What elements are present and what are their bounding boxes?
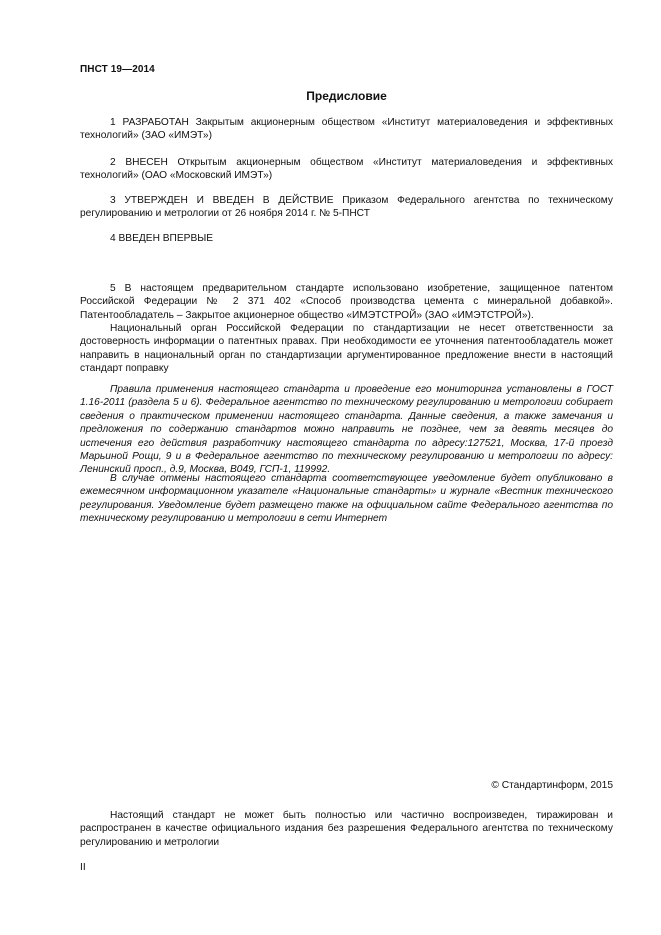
item-introduced: 4 ВВЕДЕН ВПЕРВЫЕ	[110, 233, 214, 244]
application-rules-paragraph: Правила применения настоящего стандарта и проведение его мониторинга установлены в ГОСТ 1.16-2011 (раздела 5 и 6). Федеральное агентство по техническому регулированию и метрологии собирает сведения о практическом применении настоящего стандарта. Данные сведения, а также замечания и предложения по содержанию стандартов можно направить не позднее, чем за девять месяцев до истечения его действия разработчику настоящего стандарта по адресу:127521, Москва, 17-й проезд Марьиной Рощи, 9 и в Федеральное агентство по техническому регулированию и метрологии по адресу: Ленинский просп., д.9, Москва, В049, ГСП-1, 119992.	[80, 384, 613, 476]
item-submitted: 2 ВНЕСЕН Открытым акционерным обществом «Институт материаловедения и эффективных технологий» (ОАО «Московский ИМЭТ»)	[80, 157, 613, 182]
reproduction-notice: Настоящий стандарт не может быть полностью или частично воспроизведен, тиражирован и распространен в качестве официального издания без разрешения Федерального агентства по техническому регулированию и метрологии	[80, 810, 613, 848]
patent-paragraph: 5 В настоящем предварительном стандарте использовано изобретение, защищенное патентом Российской Федерации № 2 371 402 «Способ производства цемента с минеральной добавкой». Патентообладатель – Закрытое акционерное общество «ИМЭТСТРОЙ» (ЗАО «ИМЭТСТРОЙ»).	[80, 283, 613, 321]
cancellation-notice-paragraph: В случае отмены настоящего стандарта соответствующее уведомление будет опубликовано в ежемесячном информационном указателе «Национальные стандарты» и журнале «Вестник технического регулирования. Уведомление будет размещено также на официальном сайте Федерального агентства по техническому регулированию и метрологии в сети Интернет	[80, 473, 613, 525]
patent-disclaimer-paragraph: Национальный орган Российской Федерации по стандартизации не несет ответственности за достоверность информации о патентных правах. При необходимости ее уточнения патентообладатель может направить в национальный орган по стандартизации аргументированное предложение внести в настоящий стандарт поправку	[80, 323, 613, 375]
page-title: Предисловие	[306, 89, 387, 103]
page-number: II	[80, 862, 86, 873]
document-code: ПНСТ 19—2014	[80, 64, 155, 75]
copyright: © Стандартинформ, 2015	[491, 780, 613, 791]
item-approved: 3 УТВЕРЖДЕН И ВВЕДЕН В ДЕЙСТВИЕ Приказом Федерального агентства по техническому регулированию и метрологии от 26 ноября 2014 г. № 5-ПНСТ	[80, 195, 613, 220]
item-developed: 1 РАЗРАБОТАН Закрытым акционерным обществом «Институт материаловедения и эффективных технологий» (ЗАО «ИМЭТ»)	[80, 117, 613, 142]
